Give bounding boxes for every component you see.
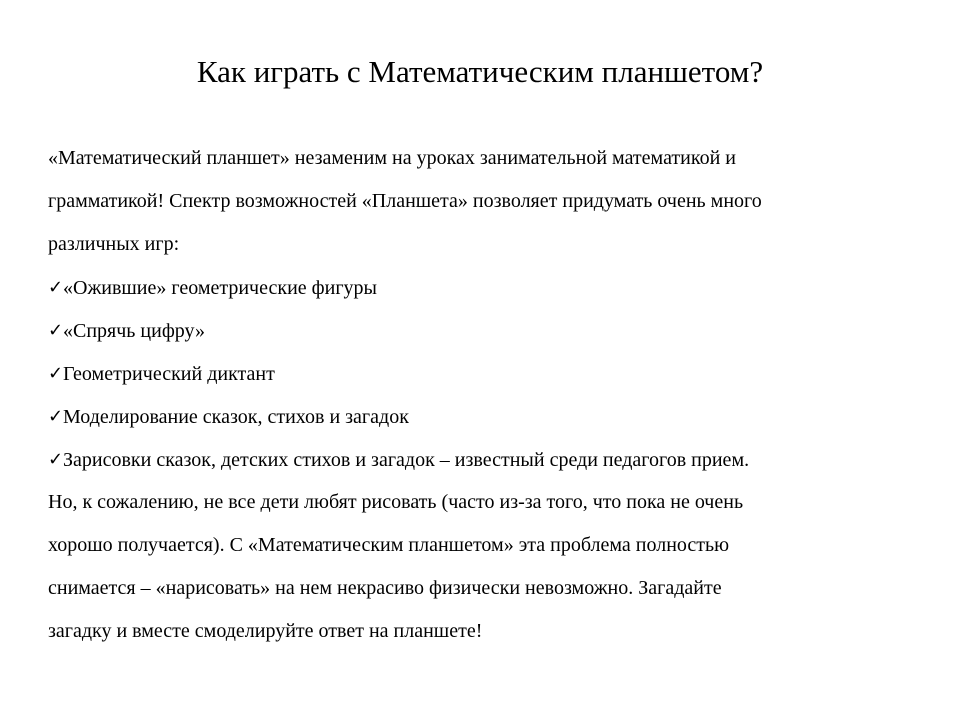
outro-paragraph <box>48 481 928 653</box>
list-item <box>48 438 928 481</box>
list-item-text: Моделирование сказок, стихов и загадок <box>63 406 409 428</box>
list-item <box>48 266 928 309</box>
list-item-text: «Спрячь цифру» <box>63 320 206 342</box>
intro-paragraph <box>48 137 928 266</box>
outro-line: Но, к сожалению, не все дети любят рисовать (часто из-за того, что пока не очень <box>48 491 744 513</box>
checkmark-icon: ✓ <box>48 406 64 427</box>
checkmark-icon: ✓ <box>48 363 64 384</box>
checkmark-icon: ✓ <box>48 277 64 298</box>
list-item-text: «Ожившие» геометрические фигуры <box>63 277 377 299</box>
list-item <box>48 352 928 395</box>
outro-line: загадку и вместе смоделируйте ответ на планшете! <box>48 620 483 642</box>
outro-line: хорошо получается). С «Математическим планшетом» эта проблема полностью <box>48 534 730 556</box>
list-item-text: Геометрический диктант <box>63 363 275 385</box>
list-item-text: Зарисовки сказок, детских стихов и загадок – известный среди педагогов прием. <box>63 449 750 471</box>
game-list <box>48 266 928 481</box>
outro-line: снимается – «нарисовать» на нем некрасиво физически невозможно. Загадайте <box>48 577 722 599</box>
intro-line: грамматикой! Спектр возможностей «Планшета» позволяет придумать очень много <box>48 190 762 212</box>
checkmark-icon: ✓ <box>48 320 64 341</box>
intro-line: «Математический планшет» незаменим на уроках занимательной математикой и <box>48 147 736 169</box>
intro-line: различных игр: <box>48 233 180 255</box>
page-title: Как играть с Математическим планшетом? <box>196 54 764 89</box>
list-item <box>48 395 928 438</box>
slide-body <box>48 137 928 653</box>
list-item <box>48 309 928 352</box>
checkmark-icon: ✓ <box>48 449 64 470</box>
